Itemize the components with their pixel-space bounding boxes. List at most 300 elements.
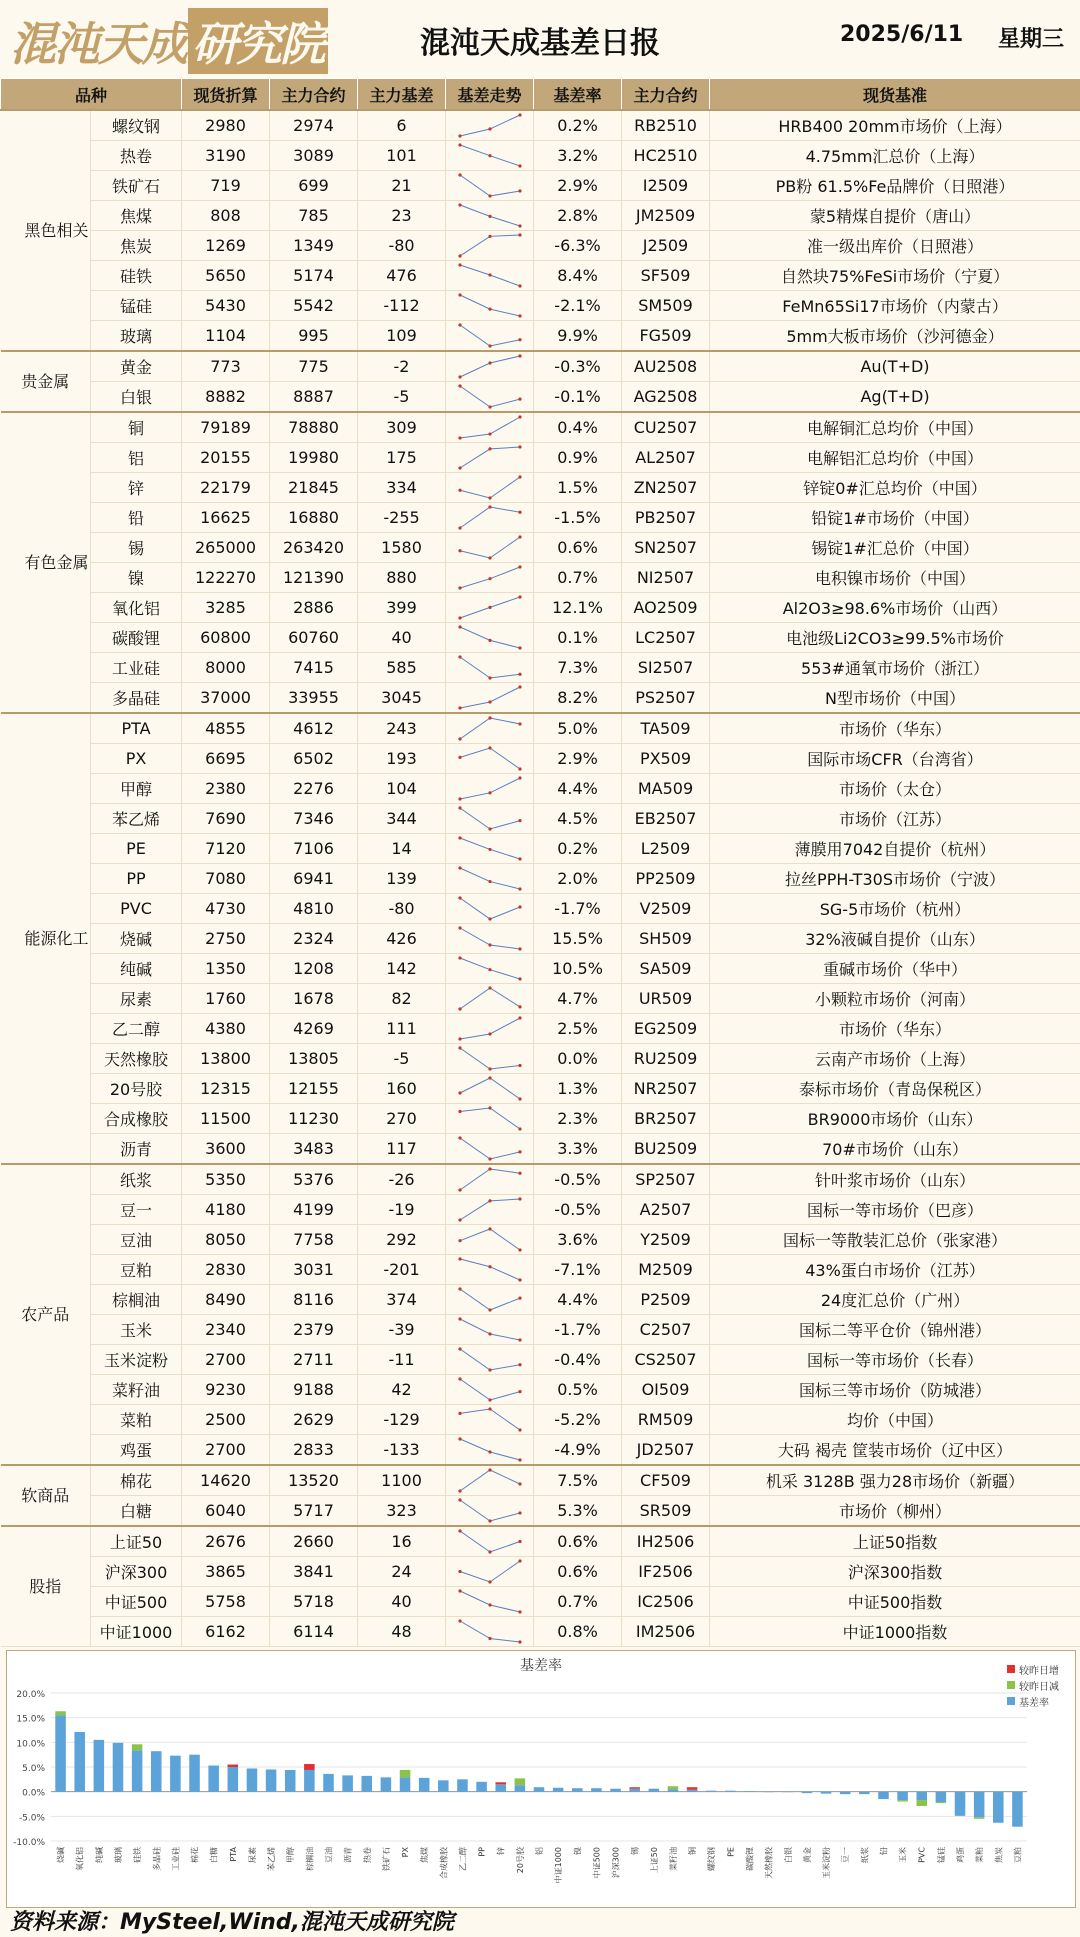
spot-price-cell: 773	[182, 351, 270, 382]
basis-rate-cell: 0.6%	[534, 1557, 622, 1587]
item-cell: 热卷	[91, 141, 182, 171]
table-row	[1, 351, 1080, 382]
basis-cell: 270	[358, 1104, 446, 1134]
sparkline	[446, 1375, 534, 1404]
table-row	[1, 1014, 1080, 1044]
basis-cell: 101	[358, 141, 446, 171]
bar-base	[649, 1789, 660, 1792]
basis-cell: 160	[358, 1074, 446, 1104]
benchmark-cell: PB粉 61.5%Fe品牌价（日照港）	[710, 171, 1080, 201]
sparkline-point	[518, 646, 521, 649]
x-tick-label: PVC	[917, 1847, 927, 1863]
bar-decrease	[400, 1770, 411, 1777]
trend-cell	[446, 1345, 534, 1375]
sparkline-point	[518, 1559, 521, 1562]
basis-rate-cell: 0.5%	[534, 1375, 622, 1405]
benchmark-cell: Au(T+D)	[710, 351, 1080, 382]
sparkline-point	[518, 475, 521, 478]
sparkline-point	[458, 1136, 461, 1139]
sparkline-path	[460, 1289, 520, 1310]
benchmark-cell: 70#市场价（山东）	[710, 1134, 1080, 1165]
contract-price-cell: 775	[270, 351, 358, 382]
sparkline-point	[518, 947, 521, 950]
sparkline-path	[460, 325, 520, 346]
bar-base	[170, 1756, 181, 1792]
contract-price-cell: 2629	[270, 1405, 358, 1435]
contract-price-cell: 13520	[270, 1465, 358, 1496]
bar-base	[132, 1750, 143, 1791]
benchmark-cell: BR9000市场价（山东）	[710, 1104, 1080, 1134]
bar-base	[821, 1792, 832, 1794]
contract-price-cell: 60760	[270, 623, 358, 653]
sparkline-point	[518, 1172, 521, 1175]
sparkline-point	[488, 273, 491, 276]
contract-price-cell: 16880	[270, 503, 358, 533]
benchmark-cell: 国标一等市场价（长春）	[710, 1345, 1080, 1375]
trend-cell	[446, 1496, 534, 1527]
basis-rate-cell: -1.7%	[534, 1315, 622, 1345]
contract-price-cell: 263420	[270, 533, 358, 563]
benchmark-cell: 拉丝PPH-T30S市场价（宁波）	[710, 864, 1080, 894]
benchmark-cell: 中证500指数	[710, 1587, 1080, 1617]
trend-cell	[446, 110, 534, 141]
sparkline-point	[488, 700, 491, 703]
chart-title: 基差率	[520, 1658, 562, 1674]
sparkline-point	[458, 1589, 461, 1592]
sparkline-point	[518, 1197, 521, 1200]
sparkline-point	[488, 235, 491, 238]
trend-cell	[446, 1134, 534, 1165]
bar-decrease	[897, 1800, 908, 1801]
spot-price-cell: 2676	[182, 1526, 270, 1557]
contract-cell: C2507	[622, 1315, 710, 1345]
sparkline-point	[458, 526, 461, 529]
bar-increase	[629, 1787, 640, 1788]
table-row	[1, 291, 1080, 321]
contract-price-cell: 7106	[270, 834, 358, 864]
item-cell: 氧化铝	[91, 593, 182, 623]
table-row	[1, 321, 1080, 352]
sparkline	[446, 924, 534, 953]
contract-price-cell: 8887	[270, 382, 358, 413]
contract-cell: PP2509	[622, 864, 710, 894]
sparkline	[446, 413, 534, 442]
sparkline-path	[460, 1439, 520, 1460]
bar-base	[725, 1791, 736, 1792]
sparkline-point	[488, 986, 491, 989]
spot-price-cell: 5430	[182, 291, 270, 321]
sparkline	[446, 1285, 534, 1314]
contract-cell: HC2510	[622, 141, 710, 171]
item-cell: 中证500	[91, 1587, 182, 1617]
x-tick-label: 硅铁	[133, 1847, 143, 1863]
bar-base	[687, 1790, 698, 1792]
sparkline-point	[488, 361, 491, 364]
sparkline-point	[458, 1529, 461, 1532]
contract-cell: SA509	[622, 954, 710, 984]
bar-base	[783, 1792, 794, 1793]
item-cell: 豆一	[91, 1195, 182, 1225]
benchmark-cell: 国标三等市场价（防城港）	[710, 1375, 1080, 1405]
category-cell: 软商品	[1, 1465, 91, 1526]
contract-cell: OI509	[622, 1375, 710, 1405]
item-cell: 20号胶	[91, 1074, 182, 1104]
item-cell: PX	[91, 744, 182, 774]
trend-cell	[446, 1164, 534, 1195]
sparkline-point	[488, 716, 491, 719]
benchmark-cell: 4.75mm汇总价（上海）	[710, 141, 1080, 171]
bar-base	[381, 1777, 392, 1791]
sparkline-point	[458, 616, 461, 619]
x-tick-label: 豆粕	[1013, 1847, 1023, 1863]
spot-price-cell: 1760	[182, 984, 270, 1014]
sparkline-point	[488, 1637, 491, 1640]
benchmark-cell: 大码 褐壳 筐装市场价（辽中区）	[710, 1435, 1080, 1466]
sparkline-point	[518, 398, 521, 401]
basis-cell: 3045	[358, 683, 446, 714]
contract-cell: CF509	[622, 1465, 710, 1496]
contract-price-cell: 3089	[270, 141, 358, 171]
sparkline-path	[460, 657, 520, 678]
sparkline-point	[458, 1317, 461, 1320]
sparkline-point	[488, 827, 491, 830]
sparkline-point	[518, 1097, 521, 1100]
benchmark-cell: 自然块75%FeSi市场价（宁夏）	[710, 261, 1080, 291]
spot-price-cell: 2830	[182, 1255, 270, 1285]
x-tick-label: 尿素	[247, 1847, 257, 1863]
bar-base	[476, 1782, 487, 1792]
benchmark-cell: 沪深300指数	[710, 1557, 1080, 1587]
sparkline-path	[460, 295, 520, 316]
benchmark-cell: 准一级出库价（日照港）	[710, 231, 1080, 261]
bar-increase	[687, 1787, 698, 1789]
table-row	[1, 1255, 1080, 1285]
benchmark-cell: 泰标市场价（青岛保税区）	[710, 1074, 1080, 1104]
sparkline-point	[488, 1332, 491, 1335]
contract-cell: PX509	[622, 744, 710, 774]
sparkline	[446, 1557, 534, 1586]
sparkline-point	[458, 1239, 461, 1242]
sparkline-point	[458, 436, 461, 439]
bar-base	[228, 1767, 239, 1792]
sparkline-point	[518, 565, 521, 568]
item-cell: 菜籽油	[91, 1375, 182, 1405]
x-tick-label: 白银	[783, 1847, 793, 1863]
trend-cell	[446, 834, 534, 864]
bar-base	[706, 1791, 717, 1792]
benchmark-cell: 553#通氧市场价（浙江）	[710, 653, 1080, 683]
contract-cell: ZN2507	[622, 473, 710, 503]
contract-cell: AU2508	[622, 351, 710, 382]
benchmark-cell: 电积镍市场价（中国）	[710, 563, 1080, 593]
sparkline-point	[518, 1610, 521, 1613]
sparkline-point	[488, 556, 491, 559]
sparkline	[446, 352, 534, 381]
contract-price-cell: 3841	[270, 1557, 358, 1587]
trend-cell	[446, 1285, 534, 1315]
basis-cell: 585	[358, 653, 446, 683]
col-header-contract: 主力合约	[622, 79, 710, 111]
contract-cell: P2509	[622, 1285, 710, 1315]
benchmark-cell: 43%蛋白市场价（江苏）	[710, 1255, 1080, 1285]
benchmark-cell: 电解铜汇总均价（中国）	[710, 412, 1080, 443]
basis-cell: 334	[358, 473, 446, 503]
spot-price-cell: 11500	[182, 1104, 270, 1134]
x-tick-label: 纯碱	[94, 1847, 104, 1863]
basis-cell: 6	[358, 110, 446, 141]
sparkline	[446, 1587, 534, 1616]
item-cell: 沥青	[91, 1134, 182, 1165]
basis-cell: -19	[358, 1195, 446, 1225]
benchmark-cell: 国标一等散装汇总价（张家港）	[710, 1225, 1080, 1255]
table-row	[1, 1044, 1080, 1074]
bar-base	[534, 1787, 545, 1791]
contract-cell: JD2507	[622, 1435, 710, 1466]
sparkline-point	[488, 606, 491, 609]
sparkline-point	[488, 1450, 491, 1453]
spot-price-cell: 2700	[182, 1345, 270, 1375]
basis-rate-cell: 2.9%	[534, 171, 622, 201]
sparkline-point	[518, 776, 521, 779]
basis-cell: 374	[358, 1285, 446, 1315]
contract-price-cell: 3483	[270, 1134, 358, 1165]
contract-cell: M2509	[622, 1255, 710, 1285]
report-date: 2025/6/11	[840, 22, 964, 47]
benchmark-cell: 24度汇总价（广州）	[710, 1285, 1080, 1315]
basis-rate-cell: 3.3%	[534, 1134, 622, 1165]
benchmark-cell: 电池级Li2CO3≥99.5%市场价	[710, 623, 1080, 653]
basis-cell: 243	[358, 713, 446, 744]
basis-rate-cell: -0.1%	[534, 382, 622, 413]
basis-cell: -133	[358, 1435, 446, 1466]
contract-cell: AO2509	[622, 593, 710, 623]
contract-cell: SH509	[622, 924, 710, 954]
spot-price-cell: 2380	[182, 774, 270, 804]
y-tick-label: 20.0%	[16, 1690, 45, 1700]
basis-rate-cell: 4.4%	[534, 1285, 622, 1315]
basis-cell: 142	[358, 954, 446, 984]
basis-rate-cell: 8.4%	[534, 261, 622, 291]
sparkline-point	[518, 189, 521, 192]
spot-price-cell: 265000	[182, 533, 270, 563]
basis-rate-cell: 0.6%	[534, 533, 622, 563]
contract-price-cell: 4269	[270, 1014, 358, 1044]
contract-cell: V2509	[622, 894, 710, 924]
benchmark-cell: 电解铝汇总均价（中国）	[710, 443, 1080, 473]
item-cell: 白糖	[91, 1496, 182, 1527]
basis-cell: 1580	[358, 533, 446, 563]
trend-cell	[446, 1526, 534, 1557]
basis-rate-cell: 3.2%	[534, 141, 622, 171]
sparkline-point	[458, 797, 461, 800]
contract-price-cell: 12155	[270, 1074, 358, 1104]
basis-rate-cell: -0.5%	[534, 1195, 622, 1225]
contract-price-cell: 5542	[270, 291, 358, 321]
sparkline-path	[460, 1048, 520, 1069]
spot-price-cell: 5758	[182, 1587, 270, 1617]
table-row	[1, 261, 1080, 291]
sparkline-point	[458, 926, 461, 929]
trend-cell	[446, 412, 534, 443]
sparkline	[446, 201, 534, 230]
benchmark-cell: Ag(T+D)	[710, 382, 1080, 413]
sparkline	[446, 834, 534, 863]
sparkline-point	[488, 447, 491, 450]
basis-cell: 426	[358, 924, 446, 954]
basis-rate-cell: 15.5%	[534, 924, 622, 954]
spot-price-cell: 4730	[182, 894, 270, 924]
bar-base	[400, 1777, 411, 1791]
sparkline-point	[488, 194, 491, 197]
logo-main-text: 混沌天成	[10, 17, 186, 71]
contract-cell: PB2507	[622, 503, 710, 533]
bar-base	[572, 1788, 583, 1791]
basis-cell: -201	[358, 1255, 446, 1285]
basis-cell: 111	[358, 1014, 446, 1044]
basis-rate-cell: -1.7%	[534, 894, 622, 924]
table-row	[1, 110, 1080, 141]
benchmark-cell: 锌锭0#汇总均价（中国）	[710, 473, 1080, 503]
sparkline-point	[458, 655, 461, 658]
x-tick-label: 菜粕	[975, 1847, 985, 1863]
spot-price-cell: 5650	[182, 261, 270, 291]
bar-base	[955, 1792, 966, 1816]
benchmark-cell: 蒙5精煤自提价（唐山）	[710, 201, 1080, 231]
trend-cell	[446, 683, 534, 714]
basis-rate-cell: -6.3%	[534, 231, 622, 261]
sparkline-point	[458, 134, 461, 137]
basis-cell: -255	[358, 503, 446, 533]
sparkline-path	[460, 1379, 520, 1400]
spot-price-cell: 7080	[182, 864, 270, 894]
col-header-rate: 基差率	[534, 79, 622, 111]
spot-price-cell: 14620	[182, 1465, 270, 1496]
contract-cell: RU2509	[622, 1044, 710, 1074]
sparkline	[446, 291, 534, 320]
sparkline	[446, 1345, 534, 1374]
sparkline-point	[458, 489, 461, 492]
sparkline-point	[488, 496, 491, 499]
trend-cell	[446, 1014, 534, 1044]
trend-cell	[446, 894, 534, 924]
sparkline	[446, 503, 534, 532]
sparkline-path	[460, 808, 520, 829]
sparkline-point	[488, 1308, 491, 1311]
sparkline	[446, 864, 534, 893]
sparkline	[446, 1165, 534, 1194]
y-tick-label: 0.0%	[22, 1788, 45, 1799]
x-tick-label: 上证50	[649, 1847, 659, 1874]
spot-price-cell: 3285	[182, 593, 270, 623]
sparkline-point	[458, 293, 461, 296]
contract-cell: IH2506	[622, 1526, 710, 1557]
sparkline-path	[460, 1531, 520, 1552]
sparkline-path	[460, 1409, 520, 1430]
sparkline-point	[488, 1519, 491, 1522]
bar-base	[208, 1766, 219, 1792]
spot-price-cell: 79189	[182, 412, 270, 443]
trend-cell	[446, 503, 534, 533]
basis-rate-cell: -4.9%	[534, 1435, 622, 1466]
benchmark-cell: 铅锭1#市场价（中国）	[710, 503, 1080, 533]
bar-decrease	[916, 1800, 927, 1806]
sparkline-point	[518, 722, 521, 725]
contract-price-cell: 8116	[270, 1285, 358, 1315]
spot-price-cell: 8882	[182, 382, 270, 413]
sparkline-point	[458, 866, 461, 869]
sparkline-point	[488, 432, 491, 435]
x-tick-label: 中证500	[592, 1847, 602, 1879]
benchmark-cell: SG-5市场价（杭州）	[710, 894, 1080, 924]
x-tick-label: 棉花	[190, 1847, 200, 1863]
x-tick-label: 焦炭	[994, 1847, 1004, 1863]
sparkline-point	[488, 791, 491, 794]
table-row	[1, 503, 1080, 533]
sparkline-point	[518, 857, 521, 860]
item-cell: 焦煤	[91, 201, 182, 231]
table-body	[1, 110, 1080, 1647]
contract-price-cell: 2379	[270, 1315, 358, 1345]
sparkline-point	[488, 1067, 491, 1070]
basis-cell: 323	[358, 1496, 446, 1527]
item-cell: 铅	[91, 503, 182, 533]
basis-cell: 40	[358, 1587, 446, 1617]
benchmark-cell: 针叶浆市场价（山东）	[710, 1164, 1080, 1195]
table-row	[1, 231, 1080, 261]
sparkline-path	[460, 507, 520, 528]
sparkline-point	[458, 254, 461, 257]
sparkline-point	[488, 505, 491, 508]
sparkline	[446, 533, 534, 562]
trend-cell	[446, 954, 534, 984]
sparkline-point	[458, 466, 461, 469]
table-row	[1, 443, 1080, 473]
sparkline-point	[518, 113, 521, 116]
contract-cell: I2509	[622, 171, 710, 201]
basis-cell: 24	[358, 1557, 446, 1587]
basis-rate-cell: 0.1%	[534, 623, 622, 653]
contract-price-cell: 3031	[270, 1255, 358, 1285]
contract-price-cell: 2660	[270, 1526, 358, 1557]
bar-base	[457, 1779, 468, 1791]
trend-cell	[446, 744, 534, 774]
spot-price-cell: 3865	[182, 1557, 270, 1587]
table-row	[1, 1405, 1080, 1435]
item-cell: PTA	[91, 713, 182, 744]
contract-cell: IM2506	[622, 1617, 710, 1647]
contract-price-cell: 6502	[270, 744, 358, 774]
table-row	[1, 1345, 1080, 1375]
legend-swatch-rate	[1007, 1697, 1015, 1705]
x-tick-label: 氧化铝	[75, 1847, 85, 1871]
sparkline-path	[460, 868, 520, 889]
table-row	[1, 382, 1080, 413]
x-tick-label: 沥青	[343, 1847, 353, 1863]
table-row	[1, 864, 1080, 894]
contract-cell: SF509	[622, 261, 710, 291]
contract-price-cell: 121390	[270, 563, 358, 593]
sparkline-point	[488, 405, 491, 408]
table-row	[1, 1225, 1080, 1255]
item-cell: 棉花	[91, 1465, 182, 1496]
basis-rate-cell: -7.1%	[534, 1255, 622, 1285]
table-row	[1, 412, 1080, 443]
contract-price-cell: 5717	[270, 1496, 358, 1527]
sparkline-point	[458, 1007, 461, 1010]
col-header-contract-price: 主力合约	[270, 79, 358, 111]
item-cell: 铁矿石	[91, 171, 182, 201]
spot-price-cell: 7690	[182, 804, 270, 834]
